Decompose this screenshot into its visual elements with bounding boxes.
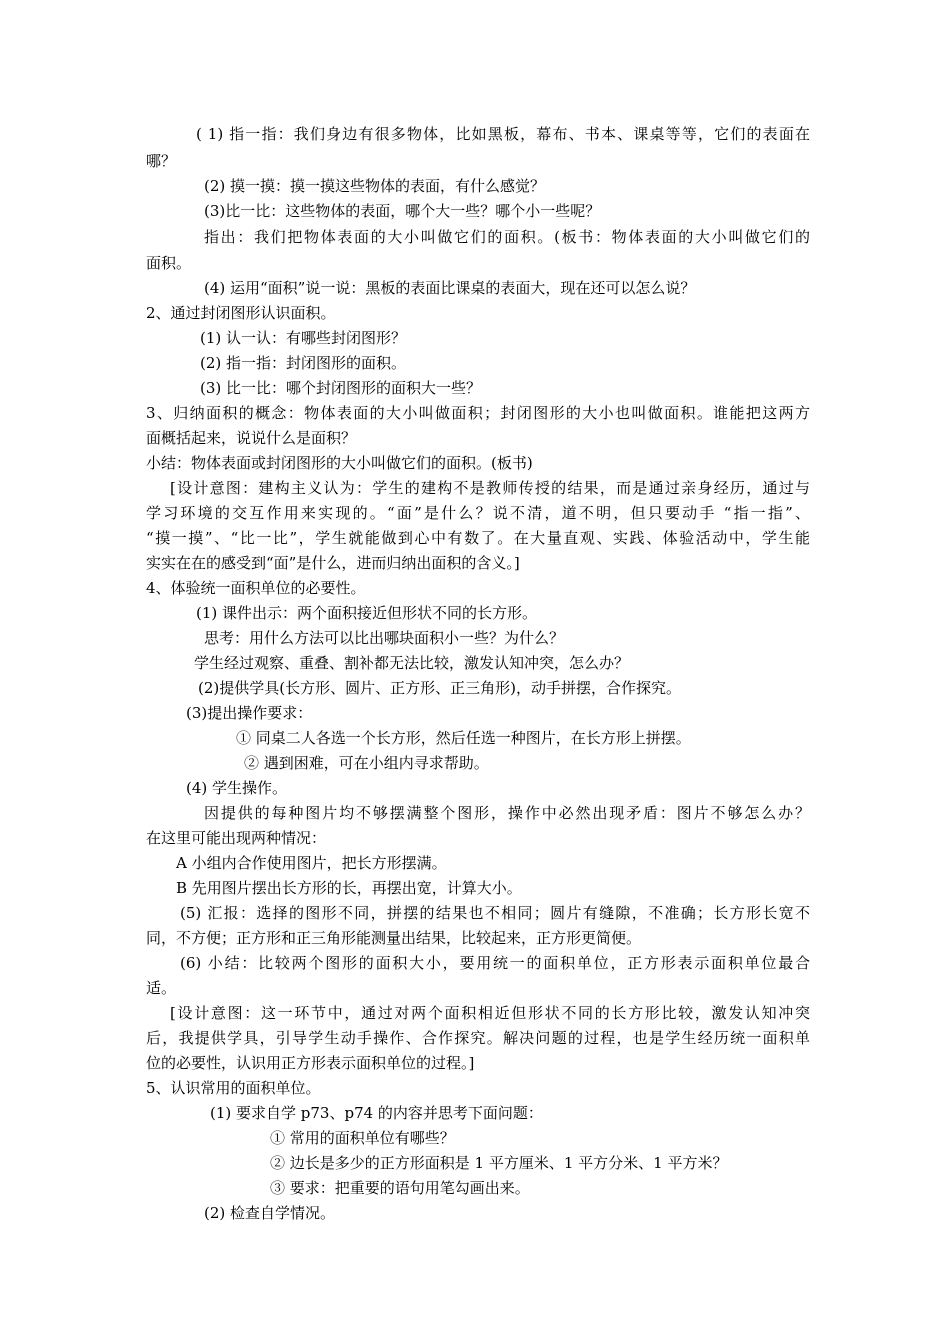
- design-intent-line: 学习环境的交互作用来实现的。“面”是什么？说不清，道不明，但只要动手 “指一指”、: [146, 504, 810, 522]
- text-line: 面概括起来，说说什么是面积？: [146, 429, 357, 447]
- text-line: (2) 指一指：封闭图形的面积。: [200, 354, 407, 372]
- text-line: 因提供的每种图片均不够摆满整个图形，操作中必然出现矛盾：图片不够怎么办？: [204, 804, 810, 822]
- text-line: 适。: [146, 979, 177, 997]
- text-line: (2) 摸一摸：摸一摸这些物体的表面，有什么感觉？: [204, 177, 546, 195]
- text-line: (4) 学生操作。: [186, 779, 288, 797]
- text-line: (3)提出操作要求：: [186, 704, 313, 722]
- design-intent-line: 后，我提供学具，引导学生动手操作、合作探究。解决问题的过程，也是学生经历统一面积单: [146, 1029, 810, 1047]
- section-heading: 2、通过封闭图形认识面积。: [146, 304, 336, 322]
- text-line: ( 1) 指一指：我们身边有很多物体，比如黑板，幕布、书本、课桌等等，它们的表面在: [196, 125, 810, 143]
- text-line: 面积。: [146, 254, 192, 272]
- text-line: (5) 汇报：选择的图形不同，拼摆的结果也不相同；圆片有缝隙，不准确；长方形长宽不: [180, 904, 810, 922]
- text-line: (1) 认一认：有哪些封闭图形？: [200, 329, 407, 347]
- design-intent-line: 位的必要性，认识用正方形表示面积单位的过程。]: [146, 1054, 475, 1072]
- section-heading: 4、体验统一面积单位的必要性。: [146, 579, 366, 597]
- text-line: (2) 检查自学情况。: [204, 1204, 336, 1222]
- design-intent-line: “摸一摸”、“比一比”，学生就能做到心中有数了。在大量直观、实践、体验活动中，学生能: [146, 529, 810, 547]
- text-line: 学生经过观察、重叠、割补都无法比较，激发认知冲突，怎么办？: [194, 654, 630, 672]
- section-heading: 5、认识常用的面积单位。: [146, 1079, 321, 1097]
- text-line: 在这里可能出现两种情况：: [146, 829, 327, 847]
- text-line: 哪？: [146, 152, 177, 170]
- section-heading: 3、归纳面积的概念：物体表面的大小叫做面积；封闭图形的大小也叫做面积。谁能把这两方: [146, 404, 810, 422]
- design-intent-line: [设计意图：建构主义认为：学生的建构不是教师传授的结果，而是通过亲身经历，通过与: [170, 479, 810, 497]
- text-line: 同，不方便；正方形和正三角形能测量出结果，比较起来，正方形更简便。: [146, 929, 642, 947]
- text-line: (1) 要求自学 p73、p74 的内容并思考下面问题：: [210, 1104, 543, 1122]
- text-line: ① 同桌二人各选一个长方形，然后任选一种图片，在长方形上拼摆。: [236, 729, 691, 747]
- text-line: (3) 比一比：哪个封闭图形的面积大一些？: [200, 379, 482, 397]
- text-line: (3)比一比：这些物体的表面，哪个大一些？哪个小一些呢？: [204, 202, 601, 220]
- text-line: (6) 小结：比较两个图形的面积大小，要用统一的面积单位，正方形表示面积单位最合: [180, 954, 810, 972]
- design-intent-line: 实实在在的感受到“面”是什么，进而归纳出面积的含义。]: [146, 554, 520, 572]
- text-line: (2)提供学具(长方形、圆片、正方形、正三角形)，动手拼摆，合作探究。: [198, 679, 681, 697]
- text-line: B 先用图片摆出长方形的长，再摆出宽，计算大小。: [176, 879, 522, 897]
- design-intent-line: [设计意图：这一环节中，通过对两个面积相近但形状不同的长方形比较，激发认知冲突: [170, 1004, 810, 1022]
- text-line: 思考：用什么方法可以比出哪块面积小一些？为什么？: [204, 629, 565, 647]
- text-line: ② 遇到困难，可在小组内寻求帮助。: [244, 754, 489, 772]
- text-line: (1) 课件出示：两个面积接近但形状不同的长方形。: [196, 604, 538, 622]
- text-line: ③ 要求：把重要的语句用笔勾画出来。: [270, 1179, 530, 1197]
- text-line: ① 常用的面积单位有哪些？: [270, 1129, 455, 1147]
- text-line: (4) 运用“面积”说一说：黑板的表面比课桌的表面大，现在还可以怎么说？: [204, 279, 696, 297]
- text-line: ② 边长是多少的正方形面积是 1 平方厘米、1 平方分米、1 平方米？: [270, 1154, 728, 1172]
- text-line: A 小组内合作使用图片，把长方形摆满。: [176, 854, 447, 872]
- text-line: 小结：物体表面或封闭图形的大小叫做它们的面积。(板书): [146, 454, 533, 472]
- text-line: 指出：我们把物体表面的大小叫做它们的面积。(板书：物体表面的大小叫做它们的: [204, 228, 810, 246]
